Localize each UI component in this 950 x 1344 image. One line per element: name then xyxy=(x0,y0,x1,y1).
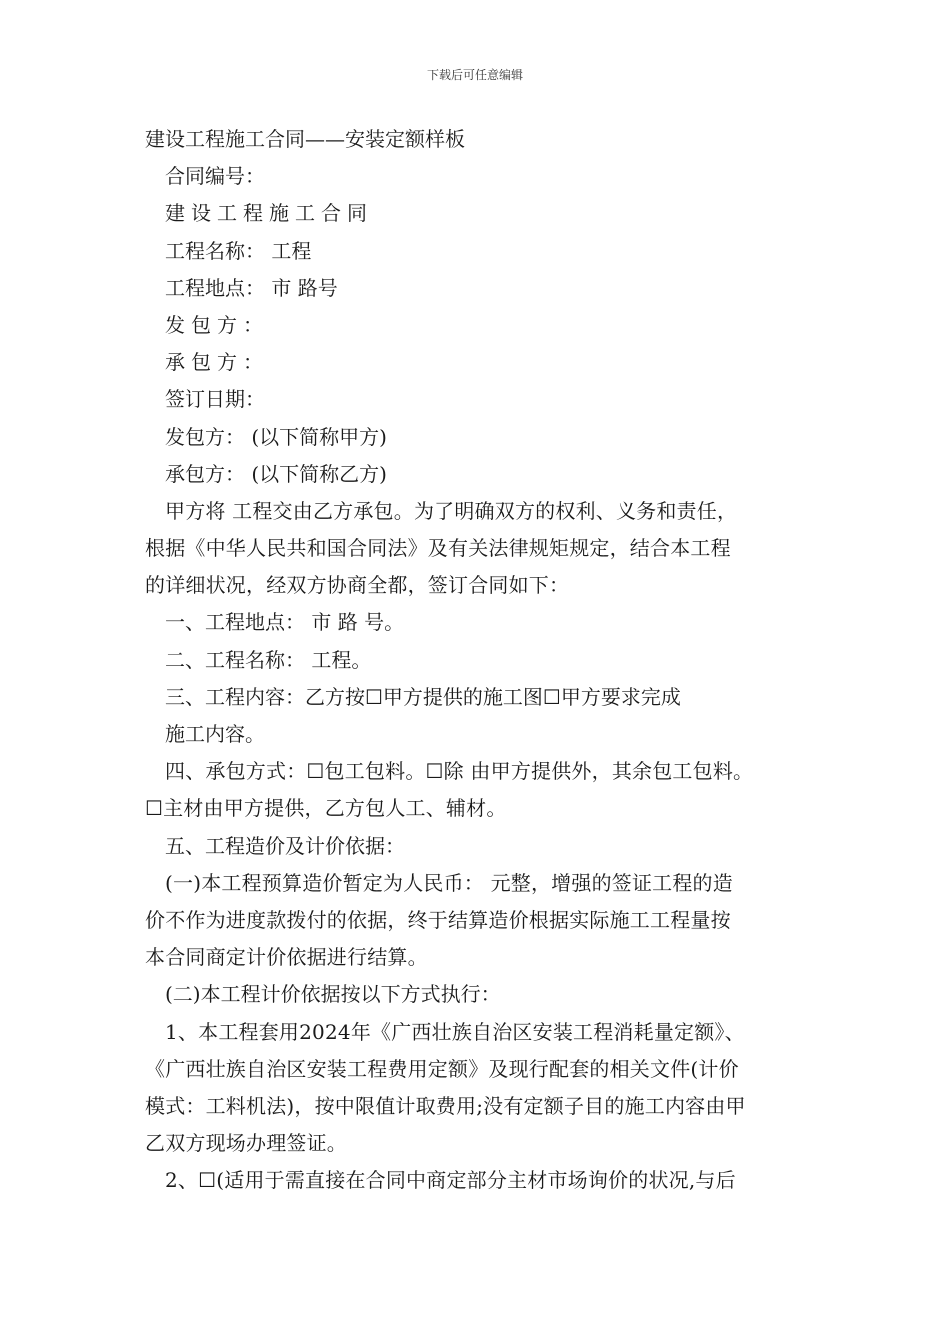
contractor-label: 承包方： xyxy=(165,350,269,375)
clause-pricing-heading: 五、工程造价及计价依据： xyxy=(165,833,405,858)
page-header-note: 下载后可任意编辑 xyxy=(426,68,523,82)
pricing-budget-line: (一)本工程预算造价暂定为人民币： 元整，增强的签证工程的造 xyxy=(165,870,733,895)
clause-project-content: 三、工程内容：乙方按☐甲方提供的施工图☐甲方要求完成 xyxy=(165,684,681,709)
project-site-line: 工程地点： 市 路号 xyxy=(165,275,338,300)
intro-line: 甲方将 工程交由乙方承包。为了明确双方的权利、义务和责任， xyxy=(165,498,738,523)
pricing-item-1-line: 乙双方现场办理签证。 xyxy=(145,1131,347,1156)
clause-contract-mode: 四、承包方式：☐包工包料。☐除 由甲方提供外，其余包工包料。 xyxy=(165,759,754,784)
intro-line: 的详细状况，经双方协商全都，签订合同如下： xyxy=(145,573,570,598)
pricing-basis-heading: (二)本工程计价依据按以下方式执行： xyxy=(165,982,501,1007)
employer-label: 发包方： xyxy=(165,312,269,337)
clause-project-site: 一、工程地点： 市 路 号。 xyxy=(165,610,405,635)
pricing-item-1-line: 《广西壮族自治区安装工程费用定额》及现行配套的相关文件(计价 xyxy=(145,1056,739,1081)
employer-alias-line: 发包方： (以下简称甲方) xyxy=(165,424,387,449)
pricing-item-1-line: 模式：工料机法)，按中限值计取费用;没有定额子目的施工内容由甲 xyxy=(145,1093,746,1118)
sign-date-label: 签订日期： xyxy=(165,387,265,412)
intro-line: 根据《中华人民共和国合同法》及有关法律规矩规定，结合本工程 xyxy=(145,536,731,561)
pricing-budget-line: 价不作为进度款拨付的依据，终于结算造价根据实际施工工程量按 xyxy=(145,907,731,932)
pricing-budget-line: 本合同商定计价依据进行结算。 xyxy=(145,945,428,970)
project-name-line: 工程名称： 工程 xyxy=(165,238,312,263)
contract-document xyxy=(145,121,825,1199)
clause-contract-mode-cont: ☐主材由甲方提供，乙方包人工、辅材。 xyxy=(145,796,507,821)
contract-number-label: 合同编号： xyxy=(165,164,265,189)
contract-subtitle: 建设工程施工合同 xyxy=(165,201,373,226)
contractor-alias-line: 承包方： (以下简称乙方) xyxy=(165,461,387,486)
clause-project-name: 二、工程名称： 工程。 xyxy=(165,647,372,672)
pricing-item-2-line: 2、☐(适用于需直接在合同中商定部分主材市场询价的状况,与后 xyxy=(165,1168,736,1193)
pricing-item-1-line: 1、本工程套用2024年《广西壮族自治区安装工程消耗量定额》、 xyxy=(165,1019,745,1044)
document-title: 建设工程施工合同——安装定额样板 xyxy=(145,127,465,151)
clause-project-content-cont: 施工内容。 xyxy=(165,722,265,746)
